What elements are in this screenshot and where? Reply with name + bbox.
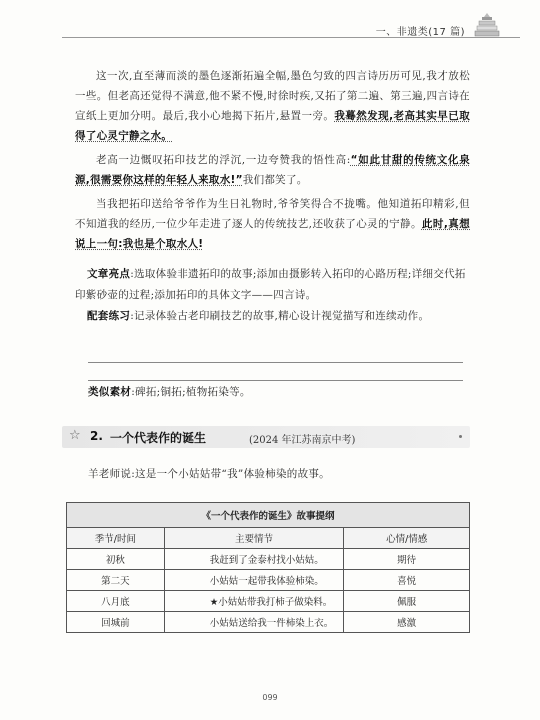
cell-time: 初秋 (67, 549, 165, 570)
table-row (67, 549, 470, 570)
paragraph-2-tail: 我们都笑了。 (242, 174, 308, 186)
paragraph-2 (75, 150, 470, 190)
paragraph-1-text: 这一次,直至薄而淡的墨色逐渐拓遍全幅,墨色匀致的四言诗历历可见,我才放松一些。但老高还觉得不满意,他不紧不慢,时徐时疾,又拓了第二遍、第三遍,四言诗在宣纸上更加分明。最后,我小心地揭下拓片,悬置一旁。 (75, 70, 470, 122)
section-source: (2024 年江苏南京中考) (249, 435, 356, 446)
cell-mood: 期待 (344, 549, 470, 570)
table-row (67, 612, 470, 633)
running-header (62, 22, 520, 40)
story-outline-table (66, 502, 470, 633)
section-intro: 羊老师说:这是一个小姑姑带“我”体验柿染的故事。 (88, 468, 330, 480)
table-header-row (67, 528, 470, 549)
cell-time: 八月底 (67, 591, 165, 612)
practice (75, 306, 470, 327)
writing-line (88, 362, 463, 363)
column-header-plot: 主要情节 (164, 528, 344, 549)
book-stack-icon (472, 12, 502, 38)
paragraph-1 (75, 66, 470, 146)
section-heading (62, 426, 470, 448)
similar-label: 类似素材 (88, 386, 132, 398)
cell-plot: ★小姑姑带我打柿子做染料。 (164, 591, 344, 612)
cell-mood: 感激 (344, 612, 470, 633)
paragraph-3-text: 当我把拓印送给爷爷作为生日礼物时,爷爷笑得合不拢嘴。他知道拓印精彩,但不知道我的经历,一位少年走进了逐人的传统技艺,还收获了心灵的宁静。 (75, 198, 470, 230)
paragraph-2-text: 老高一边慨叹拓印技艺的浮沉,一边夸赞我的悟性高: (96, 154, 351, 166)
table-row (67, 591, 470, 612)
cell-plot: 小姑姑送给我一件柿染上衣。 (164, 612, 344, 633)
page-number: 099 (262, 693, 278, 702)
highlights-text: :选取体验非遗拓印的故事;添加由摄影转入拓印的心路历程;详细交代拓印紫砂壶的过程;添加拓印的具体文字——四言诗。 (75, 268, 466, 301)
cell-plot: 我赶到了金泰村找小姑姑。 (164, 549, 344, 570)
table-caption-row (67, 503, 470, 528)
writing-line (88, 380, 463, 381)
cell-mood: 喜悦 (344, 570, 470, 591)
practice-label: 配套练习 (87, 310, 131, 322)
analysis-block (75, 264, 470, 327)
paragraph-2-emphasis: “如此甘甜的传统文化泉源,很需要你这样的年轻人来取水!” (75, 154, 470, 186)
practice-text: :记录体验古老印刷技艺的故事,精心设计视觉描写和连续动作。 (130, 310, 430, 322)
cell-time: 第二天 (67, 570, 165, 591)
similar-materials (88, 384, 251, 399)
cell-mood: 佩服 (344, 591, 470, 612)
section-number: 2. (90, 429, 103, 443)
header-rule (62, 37, 520, 38)
table-row (67, 570, 470, 591)
star-icon: ☆ (69, 428, 81, 443)
paragraph-1-emphasis: 我蓦然发现,老高其实早已取得了心灵宁静之水。 (75, 110, 470, 142)
essay-body (75, 66, 470, 258)
column-header-mood: 心情/情感 (344, 528, 470, 549)
column-header-time: 季节/时间 (67, 528, 165, 549)
bullet-dot-icon (459, 435, 462, 438)
cell-time: 回城前 (67, 612, 165, 633)
section-title: 一个代表作的诞生 (110, 431, 207, 445)
paragraph-3-emphasis: 此时,真想说上一句:我也是个取水人! (75, 218, 470, 250)
highlights (75, 264, 470, 306)
cell-plot: 小姑姑一起带我体验柿染。 (164, 570, 344, 591)
similar-text: :碑拓;铜拓;植物拓染等。 (131, 386, 251, 398)
header-title: 一、非遗类(17 篇) (375, 27, 465, 38)
paragraph-3 (75, 194, 470, 254)
highlights-label: 文章亮点 (87, 268, 131, 280)
table-caption: 《一个代表作的诞生》故事提纲 (67, 503, 470, 528)
